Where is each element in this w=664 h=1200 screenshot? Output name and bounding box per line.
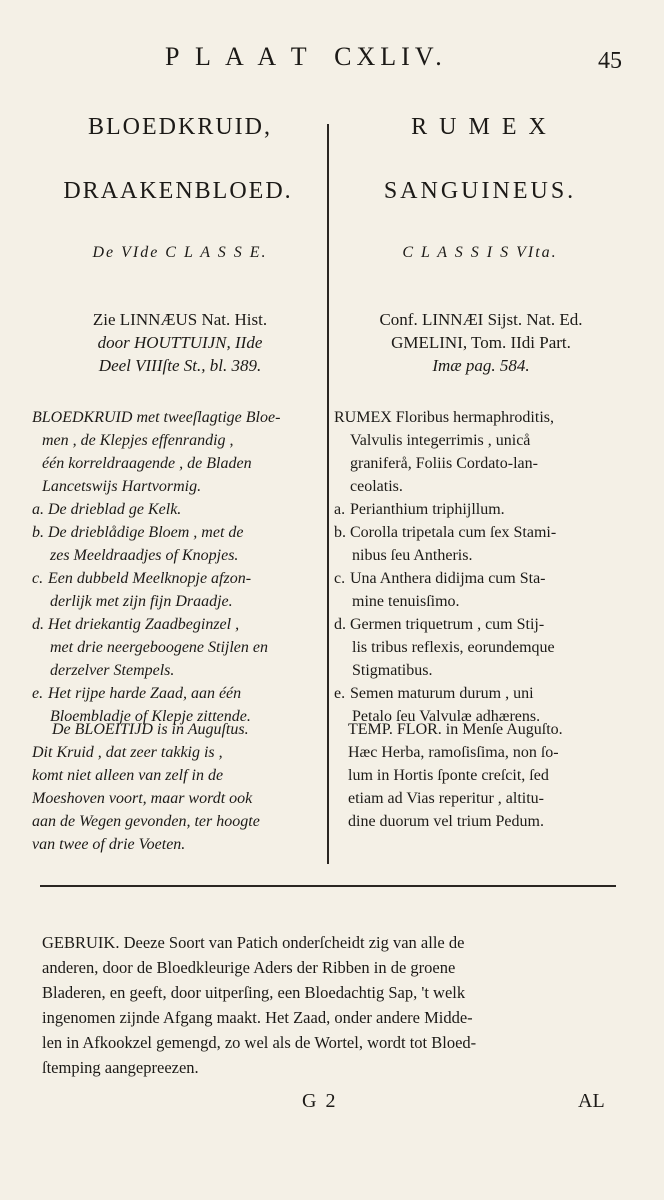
dutch-parts-list: a. De drieblad ge Kelk. b. De drieblådige Bloem , met de zes Meeldraadjes of Knopjes. c. Een dubbeld Meelknopje afzon- derlijk met zijn fijn Draadje. d. Het driekantig Zaadbeginzel , met drie neergeboogene Stijlen en derzelver Stempels. e. Het rijpe harde Zaad, aan één Bloembladje of Klepje zittende. bbox=[32, 498, 324, 728]
latin-name-2: SANGUINEUS. bbox=[383, 178, 577, 204]
latin-name-1: R U M E X bbox=[411, 114, 549, 140]
list-item: b. Corolla tripetala cum ſex Stami- bbox=[334, 524, 557, 541]
column-divider bbox=[327, 124, 329, 864]
latin-description: RUMEX Floribus hermaphroditis, Valvulis integerrimis , unicå graniferå, Foliis Cordato-lan- ceolatis. bbox=[334, 409, 554, 495]
dutch-name-1: BLOEDKRUID, bbox=[88, 114, 272, 140]
list-item: e. Semen maturum durum , uni bbox=[334, 685, 534, 702]
section-divider bbox=[40, 885, 616, 887]
dutch-class: De VIde C L A S S E. bbox=[92, 244, 268, 261]
latin-ref-line: GMELINI, Tom. IIdi Part. bbox=[391, 333, 571, 352]
list-item: a. De drieblad ge Kelk. bbox=[32, 501, 182, 518]
list-item: d. Het driekantig Zaadbeginzel , bbox=[32, 616, 240, 633]
page-number: 45 bbox=[598, 48, 622, 74]
usage-paragraph: GEBRUIK. Deeze Soort van Patich onderſcheidt zig van alle de anderen, door de Bloedkleurige Aders der Ribben in de groene Bladeren, en geeft, door uitperſing, een Bloedachtig Sap, 't welk ingenomen zijnde Afgang maakt. Het Zaad, onder andere Midde- len in Afkookzel gemengd, zo wel als de Wortel, wordt tot Bloed- ſtemping aangepreezen. bbox=[42, 933, 477, 1077]
dutch-ref-line: door HOUTTUIJN, IIde bbox=[97, 333, 263, 352]
dutch-reference bbox=[40, 308, 320, 377]
latin-parts-list: a. Perianthium triphijllum. b. Corolla tripetala cum ſex Stami- nibus ſeu Antheris. c. Una Anthera didijma cum Sta- mine tenuisſimo. d. Germen triquetrum , cum Stij- lis tribus reflexis, eorundemque Stigmatibus. e. Semen maturum durum , uni Petalo ſeu Valvulæ adhærens. bbox=[334, 498, 630, 728]
desc-line: één korreldraagende , de Bladen bbox=[42, 455, 252, 472]
desc-line: Lancetswijs Hartvormig. bbox=[42, 478, 202, 495]
dutch-ref-line: Zie LINNÆUS Nat. Hist. bbox=[92, 310, 268, 329]
list-item: c. Una Anthera didijma cum Sta- bbox=[334, 570, 546, 587]
desc-line: men , de Klepjes effenrandig , bbox=[42, 432, 234, 449]
dutch-description bbox=[32, 406, 324, 498]
dutch-ref-line: Deel VIIIſte St., bl. 389. bbox=[98, 356, 262, 375]
latin-ref-line: Conf. LINNÆI Sijst. Nat. Ed. bbox=[379, 310, 583, 329]
dutch-name-2: DRAAKENBLOED. bbox=[63, 178, 293, 204]
desc-line: BLOEDKRUID met tweeſlagtige Bloe- bbox=[32, 409, 281, 426]
latin-ref-line: Imæ pag. 584. bbox=[432, 356, 530, 375]
list-item: b. De drieblådige Bloem , met de bbox=[32, 524, 244, 541]
signature-mark: G 2 bbox=[302, 1090, 338, 1112]
list-item: e. Het rijpe harde Zaad, aan één bbox=[32, 685, 242, 702]
dutch-flowering: De BLOEITIJD is in Auguſtus. Dit Kruid , dat zeer takkig is , komt niet alleen van zelf in de Moeshoven voort, maar wordt ook aan de Wegen gevonden, ter hoogte van twee of drie Voeten. bbox=[32, 721, 260, 853]
list-item: a. Perianthium triphijllum. bbox=[334, 501, 505, 518]
latin-reference bbox=[336, 308, 626, 377]
latin-class: C L A S S I S VIta. bbox=[402, 244, 558, 261]
latin-flowering: TEMP. FLOR. in Menſe Auguſto. Hæc Herba, ramoſisſima, non ſo- lum in Hortis ſponte creſcit, ſed etiam ad Vias reperitur , altitu- dine duorum vel trium Pedum. bbox=[348, 721, 563, 830]
plate-title: P L A A T CXLIV. bbox=[165, 42, 447, 71]
list-item: c. Een dubbeld Meelknopje afzon- bbox=[32, 570, 252, 587]
catchword: AL bbox=[578, 1090, 605, 1112]
list-item: d. Germen triquetrum , cum Stij- bbox=[334, 616, 545, 633]
